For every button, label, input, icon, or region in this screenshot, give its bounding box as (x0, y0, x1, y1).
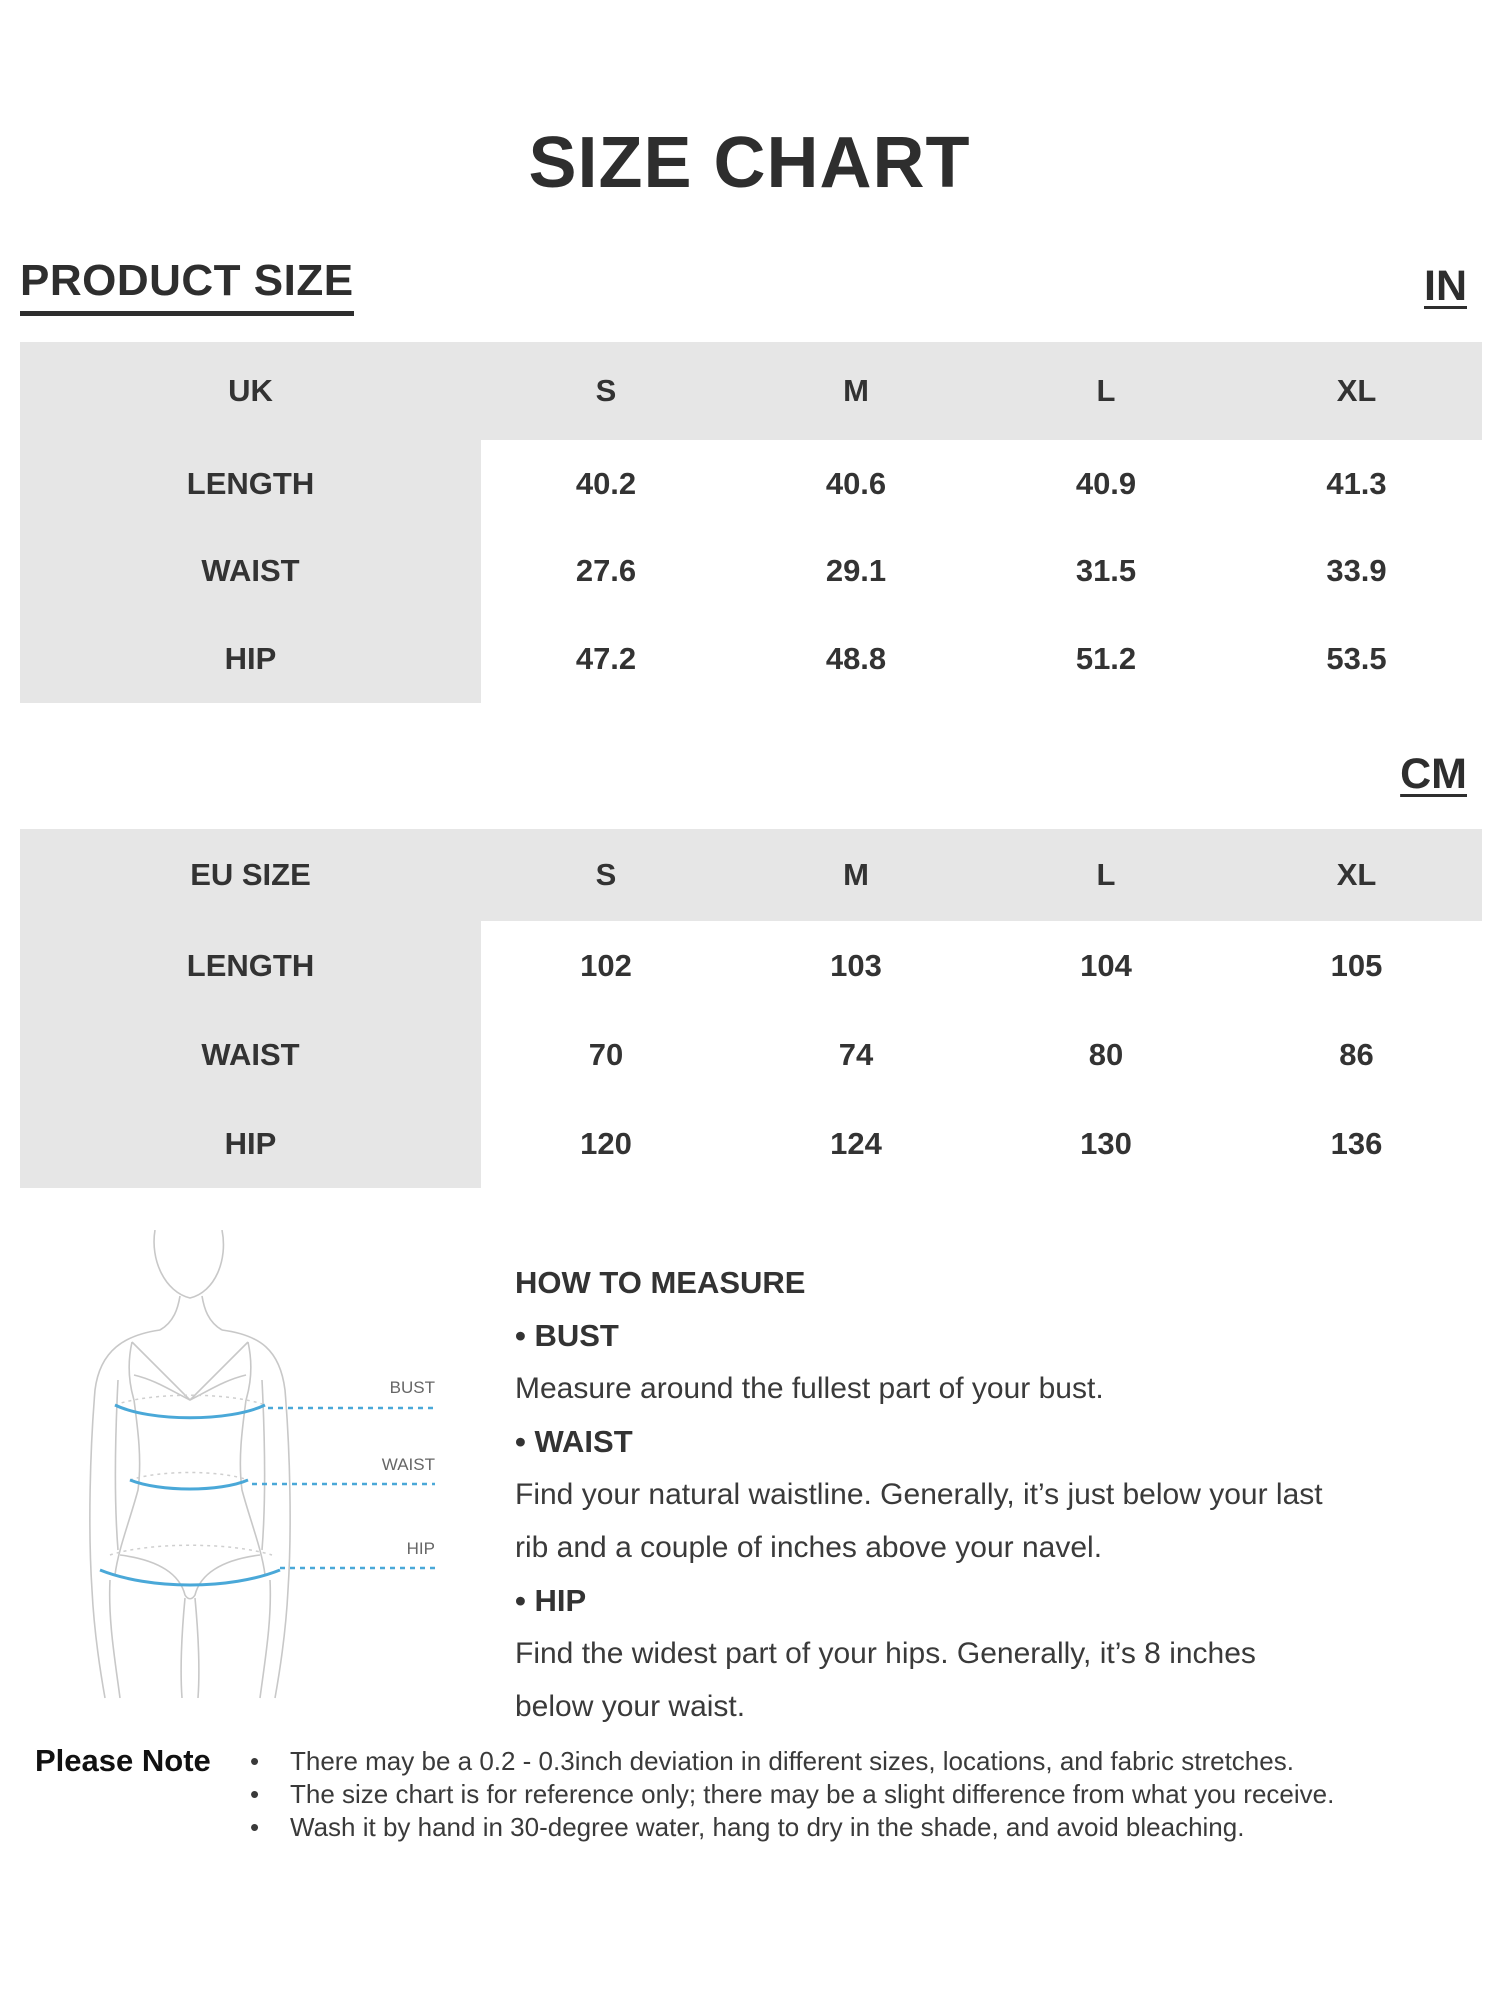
note-text: There may be a 0.2 - 0.3inch deviation in different sizes, locations, and fabric stretches. (290, 1746, 1294, 1776)
row-label: LENGTH (20, 921, 481, 1010)
unit-label-cm: CM (1400, 750, 1467, 798)
header-cell: S (595, 857, 617, 892)
table-cell: 105 (1330, 947, 1383, 983)
table-row (20, 1099, 1482, 1188)
body-outline (90, 1230, 290, 1698)
bullet: • (250, 1812, 260, 1842)
figure-label-hip: HIP (406, 1539, 435, 1558)
header-cell: M (843, 373, 869, 408)
table-cell: 41.3 (1326, 465, 1387, 501)
table-cell: 120 (580, 1125, 632, 1161)
table-row (20, 440, 1482, 528)
row-label: WAIST (20, 1010, 481, 1099)
bullet: • (250, 1779, 260, 1809)
header-cell: UK (228, 373, 273, 408)
table-cell: 86 (1339, 1036, 1374, 1072)
table-cell: 40.2 (575, 465, 637, 501)
table-row (20, 528, 1482, 616)
list-item (250, 1811, 1480, 1844)
table-cell: 124 (830, 1125, 882, 1161)
table-header-row (20, 829, 1482, 921)
page-title: SIZE CHART (528, 123, 971, 203)
unit-label-inches: IN (1424, 262, 1467, 310)
header-cell: M (843, 857, 869, 892)
section-title: PRODUCT SIZE (20, 255, 354, 316)
table-cell: 70 (588, 1036, 624, 1072)
note-list (250, 1745, 1480, 1844)
waist-title: • WAIST (515, 1424, 633, 1459)
table-cell: 80 (1088, 1036, 1124, 1072)
table-cell: 130 (1080, 1125, 1132, 1161)
row-label: WAIST (20, 528, 481, 616)
table-cell: 51.2 (1075, 640, 1137, 676)
table-cell: 74 (838, 1036, 874, 1072)
table-row (20, 1010, 1482, 1099)
table-row (20, 615, 1482, 703)
hip-description-line-1: Find the widest part of your hips. Generally, it’s 8 inches (515, 1637, 1256, 1670)
header-cell: L (1096, 373, 1116, 408)
table-cell: 47.2 (575, 640, 637, 676)
bullet: • (250, 1746, 260, 1776)
body-measurement-figure (70, 1230, 450, 1700)
measure-lines (100, 1405, 280, 1585)
header-cell: XL (1336, 373, 1377, 408)
table-cell: 136 (1330, 1125, 1383, 1161)
table-cell: 27.6 (575, 553, 637, 589)
header-cell: XL (1336, 857, 1377, 892)
table-cell: 31.5 (1075, 553, 1137, 589)
how-to-measure-heading: HOW TO MEASURE (515, 1265, 806, 1300)
bust-description: Measure around the fullest part of your bust. (515, 1372, 1104, 1405)
please-note-label: Please Note (35, 1743, 211, 1778)
row-label: HIP (20, 615, 481, 703)
table-row (20, 921, 1482, 1010)
hip-description-line-2: below your waist. (515, 1690, 746, 1723)
hip-title: • HIP (515, 1583, 587, 1618)
how-to-measure (515, 1256, 1455, 1733)
row-label: HIP (20, 1099, 481, 1188)
table-cell: 102 (580, 947, 632, 983)
figure-label-bust: BUST (389, 1378, 435, 1397)
table-cell: 29.1 (825, 553, 887, 589)
table-cell: 48.8 (825, 640, 887, 676)
figure-label-waist: WAIST (381, 1455, 435, 1474)
note-text: The size chart is for reference only; there may be a slight difference from what you receive. (290, 1779, 1335, 1809)
header-cell: EU SIZE (190, 857, 311, 892)
table-cell: 33.9 (1326, 553, 1387, 589)
size-table-cm (20, 829, 1482, 1188)
table-cell: 53.5 (1326, 640, 1387, 676)
waist-description-line-1: Find your natural waistline. Generally, it’s just below your last (515, 1478, 1323, 1511)
header-cell: S (595, 373, 617, 408)
table-cell: 40.9 (1075, 465, 1137, 501)
bust-title: • BUST (515, 1318, 619, 1353)
size-table-inches (20, 342, 1482, 703)
header-cell: L (1096, 857, 1116, 892)
table-cell: 104 (1080, 947, 1132, 983)
list-item (250, 1745, 1480, 1778)
table-header-row (20, 342, 1482, 440)
list-item (250, 1778, 1480, 1811)
waist-description-line-2: rib and a couple of inches above your navel. (515, 1531, 1103, 1564)
row-label: LENGTH (20, 440, 481, 528)
table-cell: 40.6 (825, 465, 887, 501)
table-cell: 103 (830, 947, 882, 983)
note-text: Wash it by hand in 30-degree water, hang to dry in the shade, and avoid bleaching. (290, 1812, 1245, 1842)
